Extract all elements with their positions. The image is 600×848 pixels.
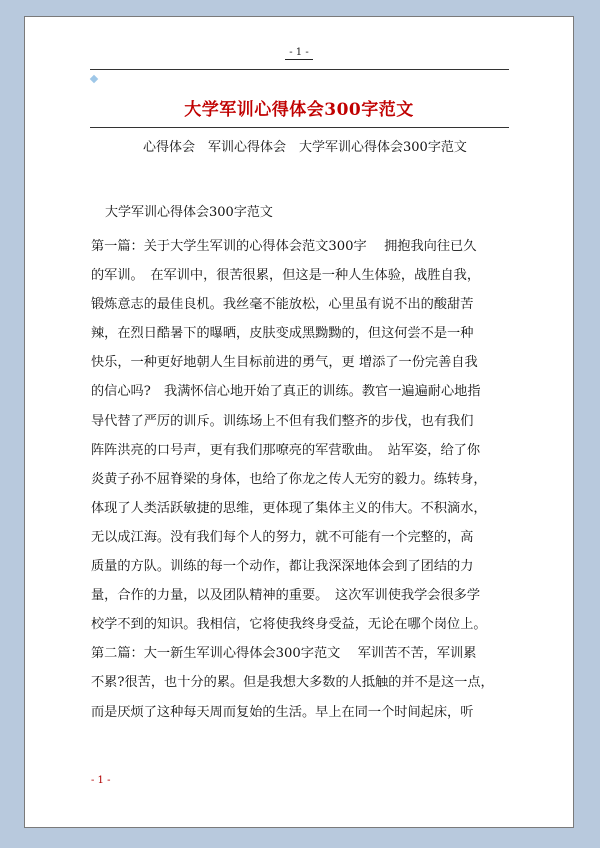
body-line: 阵阵洪亮的口号声，更有我们那嘹亮的军营歌曲。 站军姿，给了你 [91,442,481,458]
header-page-number [25,47,573,58]
body-line: 第一篇：关于大学生军训的心得体会范文300字 拥抱我向往已久 [91,239,477,254]
section-title: 大学军训心得体会300字范文 [105,205,273,220]
body-line: 校学不到的知识。我相信，它将使我终身受益，无论在哪个岗位上。 [91,617,487,633]
header-page-number-text: - 1 - [285,47,312,60]
body-text [91,232,515,727]
body-line: 体现了人类活跃敏捷的思维，更体现了集体主义的伟大。不积滴水， [91,500,487,516]
footer-page-number: - 1 - [91,775,111,786]
body-line: 量，合作的力量，以及团队精神的重要。 这次军训使我学会很多学 [91,588,481,604]
body-line: 质量的方队。训练的每一个动作，都让我深深地体会到了团结的力 [91,559,474,575]
body-line: 锻炼意志的最佳良机。我丝毫不能放松，心里虽有说不出的酸甜苦 [91,297,474,313]
body-line: 快乐，一种更好地朝人生目标前进的勇气，更 增添了一份完善自我 [91,355,478,371]
body-line: 的军训。 在军训中，很苦很累，但这是一种人生体验，战胜自我， [91,268,481,284]
body-line: 导代替了严厉的训斥。训练场上不但有我们整齐的步伐，也有我们 [91,413,474,429]
title-rule [90,127,509,128]
document-page [24,16,574,828]
header-rule [90,69,509,70]
body-line: 而是厌烦了这种每天周而复始的生活。早上在同一个时间起床，听 [91,704,474,720]
body-line: 第二篇：大一新生军训心得体会300字范文 军训苦不苦，军训累 [91,646,477,662]
bullet-marker-icon [90,75,98,83]
document-title: 大学军训心得体会300字范文 [184,100,414,120]
body-line: 炎黄子孙不屈脊梁的身体，也给了你龙之传人无穷的毅力。练转身， [91,471,487,487]
body-line: 不累?很苦，也十分的累。但是我想大多数的人抵触的并不是这一点， [91,675,494,691]
keywords-line: 心得体会 军训心得体会 大学军训心得体会300字范文 [143,140,467,155]
body-line: 辣，在烈日酷暑下的曝晒，皮肤变成黑黝黝的，但这何尝不是一种 [91,326,474,342]
body-line: 的信心吗? 我满怀信心地开始了真正的训练。教官一遍遍耐心地指 [91,384,481,400]
body-line: 无以成江海。没有我们每个人的努力，就不可能有一个完整的，高 [91,529,474,545]
